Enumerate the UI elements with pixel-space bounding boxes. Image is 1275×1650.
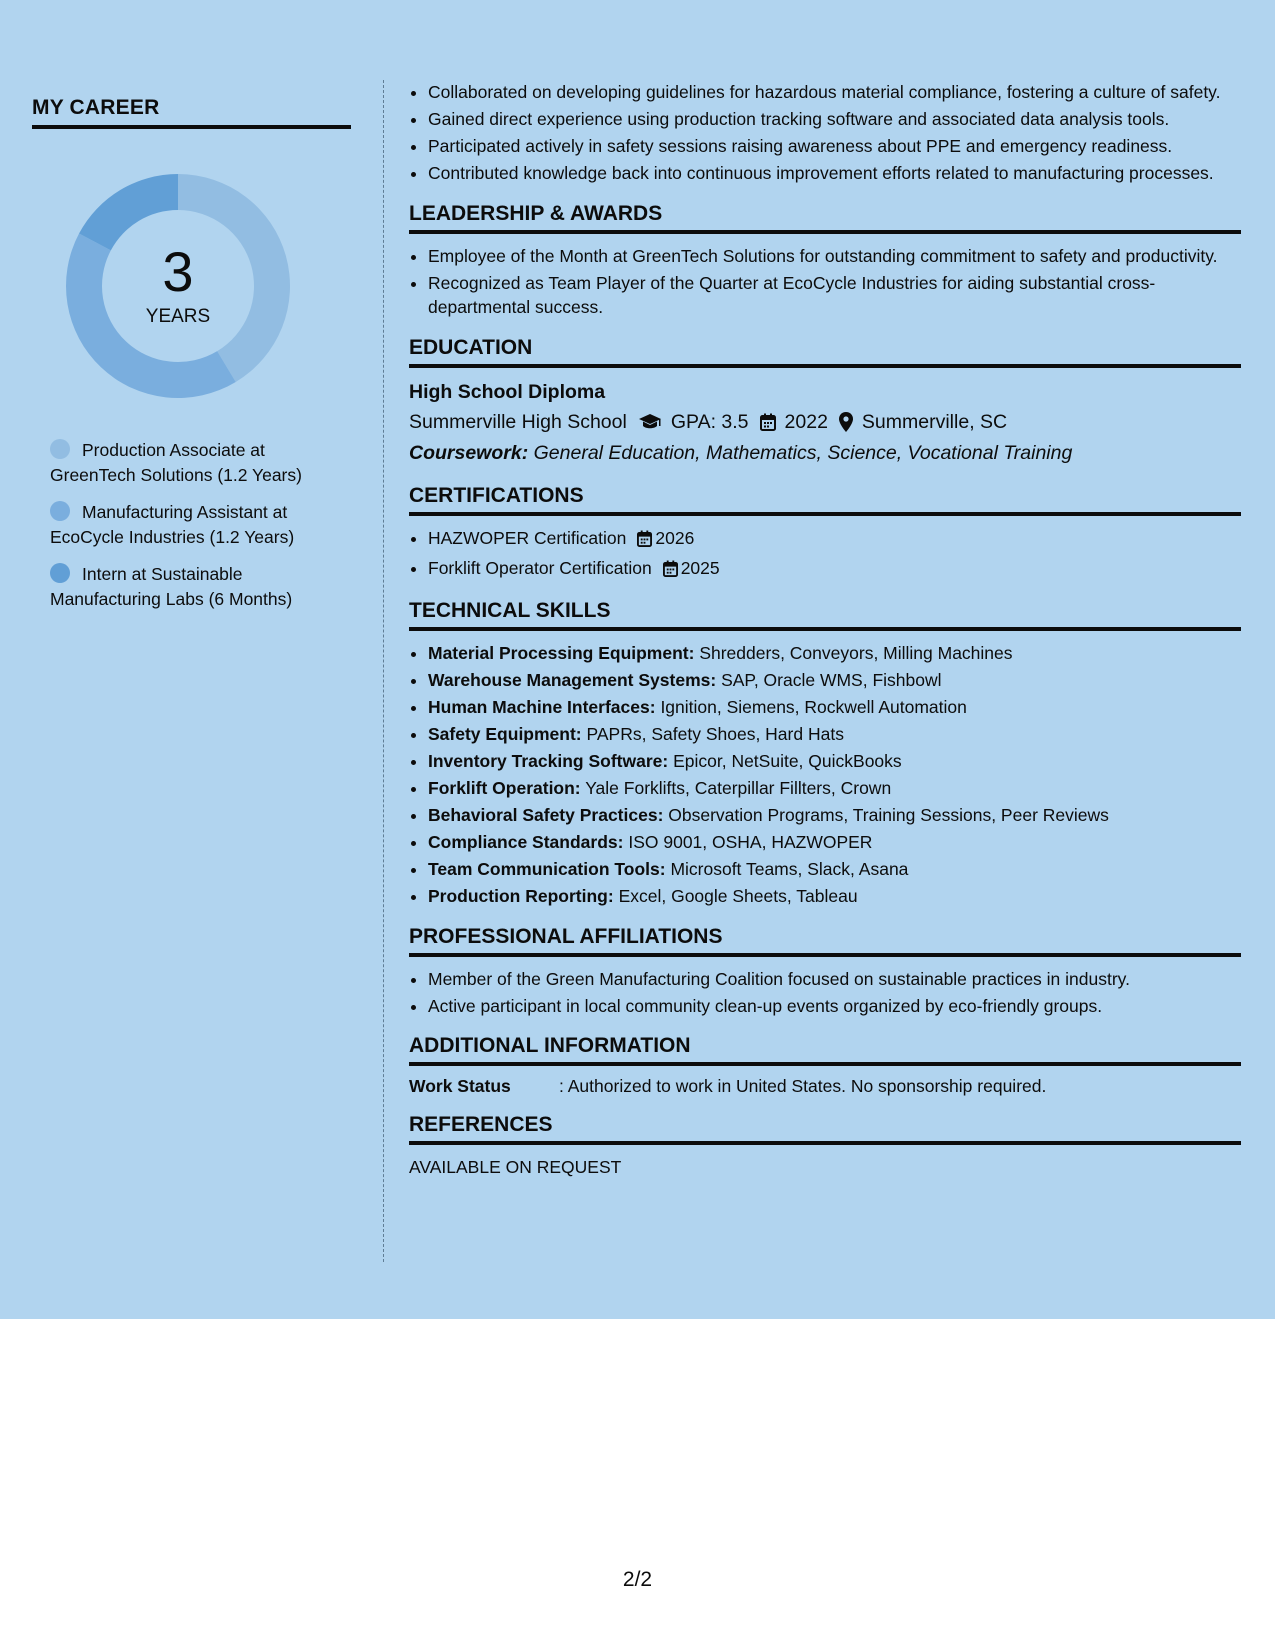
skill-value: Epicor, NetSuite, QuickBooks <box>673 751 902 771</box>
career-donut-chart <box>66 174 290 398</box>
cert-name: HAZWOPER Certification <box>428 527 627 548</box>
list-item: • Participated actively in safety sessions raising awareness about PPE and emergency readiness. <box>428 134 1241 159</box>
list-item <box>428 749 1241 774</box>
list-item <box>428 830 1241 855</box>
work-status-label: Work Status <box>409 1076 511 1096</box>
school-location: Summerville, SC <box>861 410 1008 433</box>
list-item: • Active participant in local community clean-up events organized by eco-friendly groups. <box>428 994 1241 1019</box>
calendar-icon <box>760 413 776 431</box>
cert-year: 2025 <box>680 557 720 578</box>
skill-value: Excel, Google Sheets, Tableau <box>618 886 858 906</box>
list-item <box>428 857 1241 882</box>
list-item <box>428 776 1241 801</box>
skills-heading: TECHNICAL SKILLS <box>409 599 1241 631</box>
total-years-unit: YEARS <box>145 306 211 327</box>
affiliations-list <box>409 967 1241 1019</box>
legend-text: Production Associate at GreenTech Solutions (1.2 Years) <box>50 440 302 485</box>
career-title: MY CAREER <box>32 96 351 129</box>
list-item <box>428 526 1241 554</box>
list-item <box>428 641 1241 666</box>
work-status-value: : Authorized to work in United States. No sponsorship required. <box>559 1076 1047 1096</box>
skill-label: Compliance Standards: <box>428 832 624 852</box>
legend-dot <box>50 563 70 583</box>
career-sidebar <box>32 96 351 609</box>
skill-label: Forklift Operation: <box>428 778 581 798</box>
skill-value: Shredders, Conveyors, Milling Machines <box>699 643 1013 663</box>
skill-value: Microsoft Teams, Slack, Asana <box>670 859 909 879</box>
location-pin-icon <box>839 412 853 432</box>
donut-center <box>66 174 290 398</box>
coursework-label: Coursework: <box>409 441 529 464</box>
legend-item <box>50 562 350 612</box>
skill-label: Warehouse Management Systems: <box>428 670 717 690</box>
skill-value: Yale Forklifts, Caterpillar Fillters, Crown <box>585 778 892 798</box>
list-item: • Collaborated on developing guidelines for hazardous material compliance, fostering a culture of safety. <box>428 80 1241 105</box>
total-years-value: 3 <box>162 240 194 303</box>
skill-label: Safety Equipment: <box>428 724 582 744</box>
list-item <box>428 556 1241 584</box>
list-item <box>428 884 1241 909</box>
skills-list <box>409 641 1241 909</box>
list-item: • Gained direct experience using production tracking software and associated data analysis tools. <box>428 107 1241 132</box>
skill-value: SAP, Oracle WMS, Fishbowl <box>721 670 942 690</box>
skill-value: PAPRs, Safety Shoes, Hard Hats <box>586 724 844 744</box>
skill-label: Material Processing Equipment: <box>428 643 695 663</box>
list-item <box>428 722 1241 747</box>
skill-label: Production Reporting: <box>428 886 614 906</box>
coursework <box>409 438 1241 468</box>
coursework-list: General Education, Mathematics, Science, Vocational Training <box>533 441 1073 464</box>
education-heading: EDUCATION <box>409 336 1241 368</box>
legend-item <box>50 438 350 488</box>
list-item: • Member of the Green Manufacturing Coalition focused on sustainable practices in industry. <box>428 967 1241 992</box>
legend-text: Manufacturing Assistant at EcoCycle Industries (1.2 Years) <box>50 502 295 547</box>
graduation-cap-icon <box>638 413 662 431</box>
main-content <box>409 80 1241 1179</box>
skill-label: Human Machine Interfaces: <box>428 697 656 717</box>
legend-dot <box>50 501 70 521</box>
career-legend <box>50 438 350 624</box>
leadership-heading: LEADERSHIP & AWARDS <box>409 202 1241 234</box>
legend-item <box>50 500 350 550</box>
skill-value: ISO 9001, OSHA, HAZWOPER <box>628 832 873 852</box>
skill-value: Ignition, Siemens, Rockwell Automation <box>660 697 967 717</box>
list-item <box>428 695 1241 720</box>
degree-title: High School Diploma <box>409 380 606 403</box>
references-heading: REFERENCES <box>409 1113 1241 1145</box>
leadership-list <box>409 244 1241 320</box>
affiliations-heading: PROFESSIONAL AFFILIATIONS <box>409 925 1241 957</box>
additional-info-heading: ADDITIONAL INFORMATION <box>409 1034 1241 1066</box>
list-item: • Contributed knowledge back into continuous improvement efforts related to manufacturing processes. <box>428 161 1241 186</box>
school-name: Summerville High School <box>409 410 627 433</box>
experience-bullets <box>409 80 1241 186</box>
education-details <box>409 406 1241 438</box>
gpa: GPA: 3.5 <box>670 410 749 433</box>
cert-name: Forklift Operator Certification <box>428 557 652 578</box>
skill-value: Observation Programs, Training Sessions, Peer Reviews <box>668 805 1109 825</box>
education-entry <box>409 378 1241 468</box>
list-item: • Employee of the Month at GreenTech Solutions for outstanding commitment to safety and productivity. <box>428 244 1241 269</box>
skill-label: Inventory Tracking Software: <box>428 751 669 771</box>
list-item: • Recognized as Team Player of the Quarter at EcoCycle Industries for aiding substantial cross-departmental success. <box>428 271 1241 320</box>
cert-year: 2026 <box>655 527 695 548</box>
legend-dot <box>50 439 70 459</box>
references-text: AVAILABLE ON REQUEST <box>409 1157 622 1177</box>
calendar-icon <box>663 559 678 584</box>
list-item <box>428 803 1241 828</box>
certifications-list <box>409 526 1241 584</box>
column-divider <box>383 80 384 1262</box>
skill-label: Team Communication Tools: <box>428 859 666 879</box>
page-number: 2/2 <box>622 1568 653 1591</box>
work-status-row <box>409 1076 1241 1097</box>
graduation-year: 2022 <box>784 410 828 433</box>
certifications-heading: CERTIFICATIONS <box>409 484 1241 516</box>
skill-label: Behavioral Safety Practices: <box>428 805 664 825</box>
legend-text: Intern at Sustainable Manufacturing Labs (6 Months) <box>50 564 293 609</box>
list-item <box>428 668 1241 693</box>
calendar-icon <box>637 529 652 554</box>
